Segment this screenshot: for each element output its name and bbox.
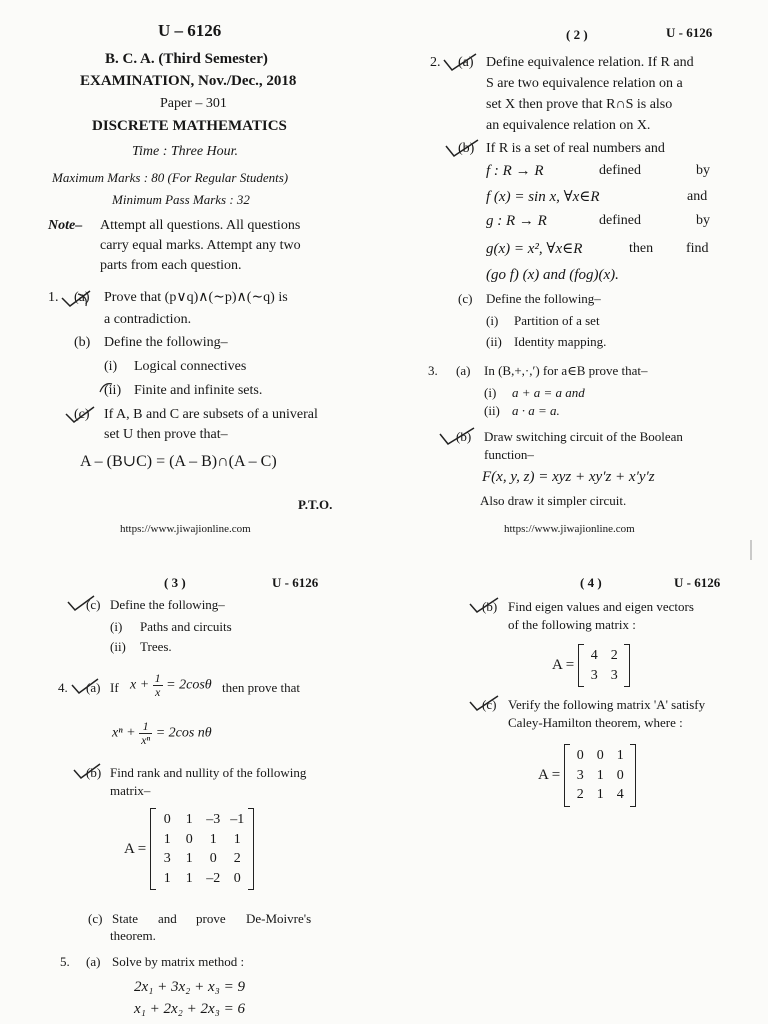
question-text: set X then prove that R∩S is also [486, 97, 673, 112]
math-text: g(x) = x², ∀x∈R [486, 241, 583, 257]
sub-part-label: (i) [110, 619, 123, 634]
tick-mark-icon [72, 762, 106, 782]
paper-code: U - 6126 [674, 575, 721, 590]
fraction-numerator: 1 [154, 671, 161, 685]
fraction-numerator: 1 [139, 720, 152, 734]
question-text: Partition of a set [514, 313, 600, 328]
question-text: Also draw it simpler circuit. [480, 493, 627, 508]
question-text: an equivalence relation on X. [486, 118, 651, 133]
math-text: f : R → R [486, 163, 544, 179]
question-text: matrix– [110, 783, 151, 798]
equation [130, 672, 212, 698]
question-text: S are two equivalence relation on a [486, 76, 683, 91]
linear-equation: x₁ + 2x₂ + 2x₃ = 6 [134, 1001, 245, 1017]
fraction-denominator: x [155, 684, 161, 699]
question-number: 4. [58, 680, 68, 695]
paper-code: U - 6126 [666, 25, 713, 40]
part-label: (b) [86, 765, 102, 780]
time-line: Time : Three Hour. [132, 144, 239, 159]
maximum-marks: Maximum Marks : 80 (For Regular Students) [52, 170, 289, 185]
tick-mark-icon [442, 52, 484, 74]
part-label: (c) [482, 697, 497, 712]
question-text: and [687, 189, 708, 204]
question-text: Verify the following matrix 'A' satisfy [508, 697, 706, 712]
paper-code: U - 6126 [272, 575, 319, 590]
question-text: Identity mapping. [514, 334, 607, 349]
matrix-cell: –3 [206, 812, 221, 827]
tick-mark-icon [96, 380, 116, 400]
matrix-cell: 2 [233, 851, 241, 866]
math-text: a + a = a and [512, 385, 585, 400]
question-text: If A, B and C are subsets of a univeral [104, 407, 318, 422]
matrix-cell: 1 [233, 831, 241, 847]
note-line: Attempt all questions. All questions [100, 218, 301, 233]
question-text: Draw switching circuit of the Boolean [484, 429, 683, 444]
sub-part-label: (i) [104, 359, 118, 374]
matrix-bracket [578, 644, 630, 687]
question-text: defined [599, 163, 641, 178]
math-text: (go f) (x) and (fog)(x). [486, 267, 619, 283]
math-text: f (x) = sin x, ∀x∈R [486, 189, 600, 205]
matrix-cell: 2 [576, 787, 584, 802]
matrix [552, 644, 630, 687]
tick-mark-icon [468, 694, 504, 714]
matrix-cell: 4 [590, 648, 598, 663]
matrix-cell: 1 [185, 812, 193, 827]
tick-mark-icon [66, 594, 100, 614]
matrix-cell: 3 [163, 851, 171, 866]
matrix-cell: 1 [596, 787, 604, 802]
question-text: Find rank and nullity of the following [110, 765, 307, 780]
question-text: find [686, 241, 709, 256]
question-text: Define the following– [110, 597, 225, 612]
part-label: (a) [456, 363, 471, 378]
page-number: ( 3 ) [164, 575, 186, 590]
question-text: Define equivalence relation. If R and [486, 55, 694, 70]
page-number: ( 2 ) [566, 27, 588, 42]
fraction [153, 672, 163, 698]
math-text: a · a = a. [512, 403, 560, 418]
matrix-cell: 4 [616, 787, 624, 802]
matrix-bracket [564, 744, 636, 807]
matrix [124, 808, 254, 890]
tick-mark-icon [64, 404, 104, 426]
part-label: (b) [482, 599, 498, 614]
math-text: g : R → R [486, 213, 547, 229]
equation-term: xⁿ + [112, 725, 136, 741]
matrix-cell: 3 [590, 667, 598, 683]
set-identity-formula: A – (B∪C) = (A – B)∩(A – C) [80, 453, 277, 470]
paper-code: U – 6126 [158, 21, 222, 40]
matrix [538, 744, 636, 807]
fraction [139, 720, 152, 746]
question-text: theorem. [110, 928, 156, 943]
matrix-cell: 1 [163, 831, 171, 847]
matrix-cell: 1 [596, 767, 604, 783]
question-text: function– [484, 447, 534, 462]
matrix-cell: –1 [230, 812, 245, 827]
question-text: of the following matrix : [508, 617, 636, 632]
question-text: Define the following– [486, 291, 601, 306]
equation [112, 720, 212, 746]
question-text: If R is a set of real numbers and [486, 141, 665, 156]
part-label: (c) [74, 407, 90, 422]
question-text: Trees. [140, 639, 172, 654]
matrix-cell: 0 [616, 767, 624, 783]
part-label: (c) [88, 911, 103, 926]
question-text: then prove that [222, 680, 300, 695]
question-text: set U then prove that– [104, 427, 228, 442]
question-number: 3. [428, 363, 438, 378]
fraction-denominator: xⁿ [141, 732, 151, 747]
subject-title: DISCRETE MATHEMATICS [92, 118, 287, 134]
matrix-cell: 1 [163, 870, 171, 886]
equation-term: x + [130, 677, 150, 693]
question-text: Paths and circuits [140, 619, 232, 634]
minimum-marks: Minimum Pass Marks : 32 [112, 192, 250, 207]
question-number: 5. [60, 954, 70, 969]
question-text: If [110, 680, 119, 695]
matrix-label: A = [552, 657, 575, 673]
question-text: a contradiction. [104, 312, 192, 327]
exam-page-2 [384, 0, 768, 560]
question-text: defined [599, 213, 641, 228]
question-text: Solve by matrix method : [112, 954, 245, 969]
tick-mark-icon [444, 138, 486, 160]
tick-mark-icon [60, 288, 100, 310]
matrix-cell: 1 [209, 831, 217, 847]
matrix-label: A = [124, 840, 147, 857]
matrix-cell: 1 [616, 748, 624, 763]
question-text: by [696, 213, 710, 228]
matrix-cell: 0 [185, 831, 193, 847]
sub-part-label: (i) [484, 385, 497, 400]
matrix-cell: 0 [209, 851, 217, 866]
matrix-cell: –2 [206, 870, 221, 886]
part-label: (b) [458, 141, 475, 156]
sub-part-label: (i) [486, 313, 499, 328]
paper-number: Paper – 301 [160, 96, 227, 111]
part-label: (b) [74, 335, 91, 350]
exam-session: EXAMINATION, Nov./Dec., 2018 [80, 73, 297, 89]
matrix-cell: 0 [233, 870, 241, 886]
matrix-cell: 1 [185, 851, 193, 866]
question-text: and [158, 911, 177, 926]
sub-part-label: (ii) [104, 383, 122, 398]
part-label: (a) [86, 680, 101, 695]
tick-mark-icon [468, 596, 504, 616]
part-label: (b) [456, 429, 472, 444]
sub-part-label: (ii) [484, 403, 500, 418]
equation-term: = 2cosθ [166, 677, 212, 693]
linear-equation: 2x₁ + 3x₂ + x₃ = 9 [134, 979, 245, 995]
question-text: Prove that (p∨q)∧(∼p)∧(∼q) is [104, 290, 288, 305]
part-label: (c) [86, 597, 101, 612]
question-text: In (B,+,·,′) for a∈B prove that– [484, 363, 648, 378]
matrix-cell: 3 [576, 767, 584, 783]
question-text: Logical connectives [134, 359, 247, 374]
page-number: ( 4 ) [580, 575, 602, 590]
question-number: 2. [430, 55, 441, 70]
question-text: Finite and infinite sets. [134, 383, 263, 398]
scan-mark-icon [748, 540, 754, 560]
source-url: https://www.jiwajionline.com [504, 523, 635, 535]
question-text: then [629, 241, 654, 256]
boolean-function: F(x, y, z) = xyz + xy′z + x′y′z [482, 469, 655, 485]
question-text: Find eigen values and eigen vectors [508, 599, 694, 614]
source-url: https://www.jiwajionline.com [120, 523, 251, 535]
note-line: parts from each question. [100, 258, 242, 273]
part-label: (c) [458, 291, 473, 306]
question-text: De-Moivre's [246, 911, 312, 926]
matrix-cell: 2 [610, 648, 618, 663]
matrix-cell: 1 [185, 870, 193, 886]
course-title: B. C. A. (Third Semester) [105, 51, 268, 67]
question-text: State [112, 911, 138, 926]
exam-page-4 [384, 560, 768, 1024]
matrix-cell: 0 [163, 812, 171, 827]
part-label: (a) [74, 290, 90, 305]
part-label: (a) [86, 954, 101, 969]
exam-page-3 [0, 560, 384, 1024]
note-label: Note– [48, 218, 83, 233]
exam-page-1 [0, 0, 384, 560]
matrix-cell: 3 [610, 667, 618, 683]
matrix-bracket [150, 808, 254, 890]
note-line: carry equal marks. Attempt any two [100, 238, 301, 253]
tick-mark-icon [438, 426, 482, 448]
equation-term: = 2cos nθ [155, 725, 212, 741]
question-text: prove [196, 911, 226, 926]
question-number: 1. [48, 290, 59, 305]
sub-part-label: (ii) [486, 334, 502, 349]
pto-label: P.T.O. [298, 497, 333, 512]
tick-mark-icon [70, 677, 104, 697]
matrix-label: A = [538, 766, 561, 783]
sub-part-label: (ii) [110, 639, 126, 654]
part-label: (a) [458, 55, 474, 70]
question-text: Caley-Hamilton theorem, where : [508, 715, 683, 730]
question-text: Define the following– [104, 335, 228, 350]
question-text: by [696, 163, 710, 178]
matrix-cell: 0 [596, 748, 604, 763]
matrix-cell: 0 [576, 748, 584, 763]
